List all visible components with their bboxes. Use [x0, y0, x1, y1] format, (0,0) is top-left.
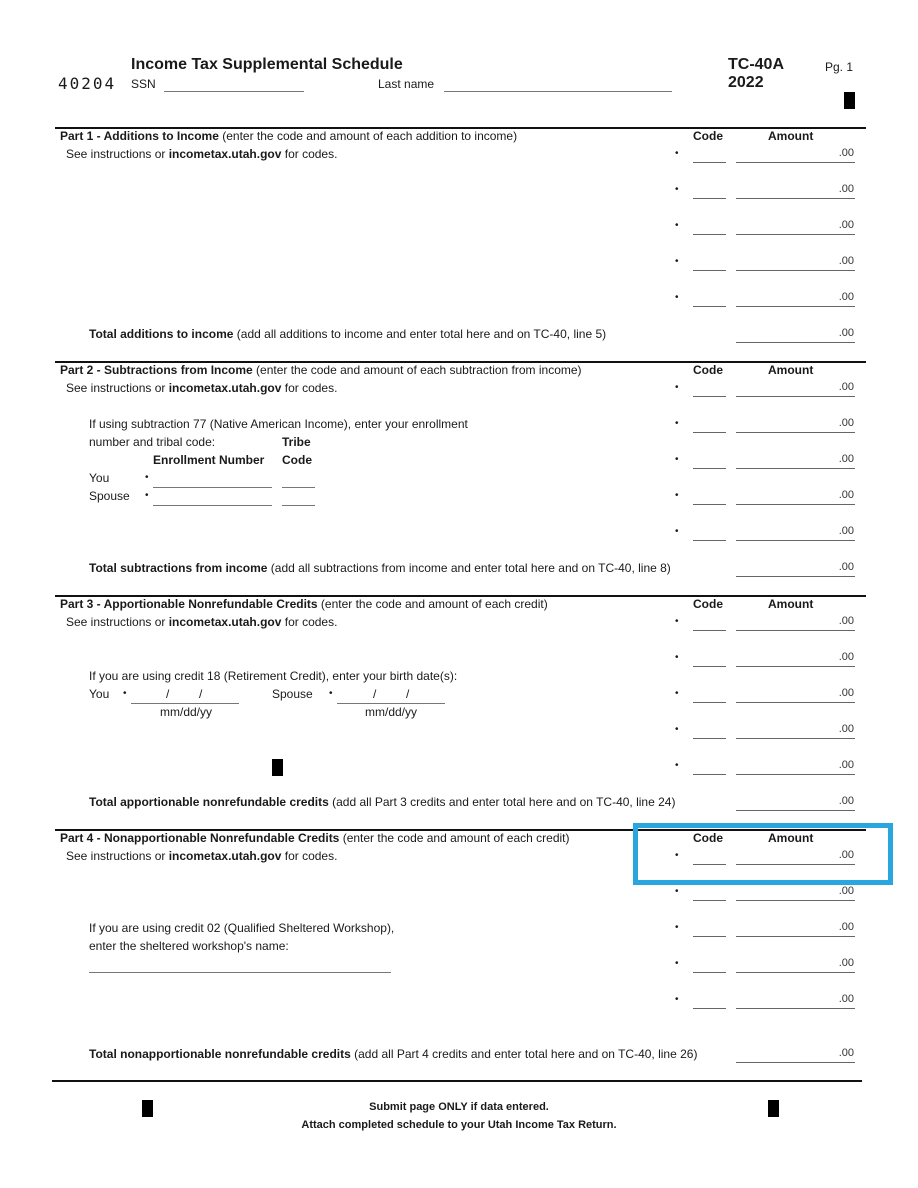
- code-field[interactable]: [693, 234, 726, 235]
- spouse-label: Spouse: [89, 489, 130, 503]
- form-id: TC-40A: [728, 56, 785, 73]
- part1-total-field[interactable]: [736, 342, 855, 343]
- code-field[interactable]: [693, 1008, 726, 1009]
- site-link[interactable]: incometax.utah.gov: [168, 381, 282, 395]
- amount-column-header: Amount: [768, 597, 814, 611]
- amount-field[interactable]: [736, 234, 855, 235]
- code-field[interactable]: [693, 900, 726, 901]
- code-field[interactable]: [693, 504, 726, 505]
- form-number: 40204: [58, 74, 117, 93]
- spouse-label: Spouse: [272, 687, 313, 701]
- footer-submit-note: Submit page ONLY if data entered.: [369, 1101, 549, 1113]
- code-column-header: Code: [693, 129, 723, 143]
- amount-column-header: Amount: [768, 831, 814, 845]
- amount-field[interactable]: [736, 162, 855, 163]
- ssn-field[interactable]: [164, 91, 304, 92]
- retirement-credit-text: If you are using credit 18 (Retirement Credit), enter your birth date(s):: [89, 669, 458, 683]
- code-field[interactable]: [693, 306, 726, 307]
- date-format-hint: mm/dd/yy: [160, 705, 213, 719]
- highlight-box: [633, 823, 893, 885]
- code-field[interactable]: [693, 198, 726, 199]
- amount-field[interactable]: [736, 666, 855, 667]
- amount-field[interactable]: [736, 198, 855, 199]
- sheltered-workshop-text: If you are using credit 02 (Qualified Sheltered Workshop),: [89, 921, 395, 935]
- code-field[interactable]: [693, 936, 726, 937]
- workshop-name-field[interactable]: [89, 972, 391, 973]
- last-name-label: Last name: [378, 77, 435, 91]
- code-column-header: Code: [693, 597, 723, 611]
- amount-field[interactable]: [736, 972, 855, 973]
- code-column-header: Code: [693, 363, 723, 377]
- amount-column-header: Amount: [768, 363, 814, 377]
- site-link[interactable]: incometax.utah.gov: [168, 849, 282, 863]
- code-field[interactable]: [693, 666, 726, 667]
- code-field[interactable]: [693, 162, 726, 163]
- amount-field[interactable]: [736, 1008, 855, 1009]
- page-number: Pg. 1: [825, 60, 854, 74]
- code-field[interactable]: [693, 774, 726, 775]
- native-american-text: If using subtraction 77 (Native American Income), enter your enrollment: [89, 417, 468, 431]
- code-field[interactable]: [693, 468, 726, 469]
- footer-attach-note: Attach completed schedule to your Utah Income Tax Return.: [301, 1119, 617, 1131]
- date-format-hint: mm/dd/yy: [365, 705, 418, 719]
- last-name-field[interactable]: [444, 91, 672, 92]
- you-tribe-code-field[interactable]: [282, 487, 315, 488]
- registration-mark: [844, 92, 855, 109]
- tax-year: 2022: [728, 74, 764, 91]
- part2-total-field[interactable]: [736, 576, 855, 577]
- code-field[interactable]: [693, 702, 726, 703]
- part3-total-label: Total apportionable nonrefundable credits (add all Part 3 credits and enter total here and on TC-40, line 24): [89, 795, 676, 809]
- you-birth-date-field[interactable]: [131, 703, 239, 704]
- part3-instructions: See instructions or incometax.utah.gov for codes.: [66, 615, 338, 629]
- spouse-tribe-code-field[interactable]: [282, 505, 315, 506]
- native-american-text-2: number and tribal code:: [89, 435, 216, 449]
- you-enrollment-field[interactable]: [153, 487, 272, 488]
- you-label: You: [89, 687, 110, 701]
- code-field[interactable]: [693, 630, 726, 631]
- sheltered-workshop-text-2: enter the sheltered workshop's name:: [89, 939, 289, 953]
- amount-field[interactable]: [736, 540, 855, 541]
- amount-field[interactable]: [736, 900, 855, 901]
- enrollment-number-label: Enrollment Number: [153, 453, 265, 467]
- part4-total-field[interactable]: [736, 1062, 855, 1063]
- amount-field[interactable]: [736, 468, 855, 469]
- amount-field[interactable]: [736, 396, 855, 397]
- site-link[interactable]: incometax.utah.gov: [168, 147, 282, 161]
- tribe-label: Tribe: [282, 435, 311, 449]
- part1-instructions: See instructions or incometax.utah.gov for codes.: [66, 147, 338, 161]
- amount-column-header: Amount: [768, 129, 814, 143]
- amount-field[interactable]: [736, 738, 855, 739]
- code-field[interactable]: [693, 270, 726, 271]
- amount-field[interactable]: [736, 774, 855, 775]
- part1-total-label: Total additions to income (add all additions to income and enter total here and on TC-40, line 5): [89, 327, 607, 341]
- part3-heading: Part 3 - Apportionable Nonrefundable Credits (enter the code and amount of each credit): [60, 597, 548, 611]
- tribe-code-label: Code: [282, 453, 312, 467]
- code-field[interactable]: [693, 738, 726, 739]
- code-field[interactable]: [693, 540, 726, 541]
- code-field[interactable]: [693, 396, 726, 397]
- amount-field[interactable]: [736, 432, 855, 433]
- spouse-enrollment-field[interactable]: [153, 505, 272, 506]
- amount-field[interactable]: [736, 630, 855, 631]
- code-field[interactable]: [693, 432, 726, 433]
- you-label: You: [89, 471, 110, 485]
- part3-total-field[interactable]: [736, 810, 855, 811]
- amount-field[interactable]: [736, 702, 855, 703]
- part4-instructions: See instructions or incometax.utah.gov for codes.: [66, 849, 338, 863]
- spouse-birth-date-field[interactable]: [337, 703, 445, 704]
- ssn-label: SSN: [131, 77, 156, 91]
- part2-heading: Part 2 - Subtractions from Income (enter the code and amount of each subtraction from income): [60, 363, 582, 377]
- footer-divider: [52, 1080, 862, 1082]
- amount-field[interactable]: [736, 270, 855, 271]
- part2-instructions: See instructions or incometax.utah.gov for codes.: [66, 381, 338, 395]
- code-column-header: Code: [693, 831, 723, 845]
- amount-field[interactable]: [736, 306, 855, 307]
- part4-heading: Part 4 - Nonapportionable Nonrefundable Credits (enter the code and amount of each credit): [60, 831, 570, 845]
- amount-field[interactable]: [736, 936, 855, 937]
- part4-total-label: Total nonapportionable nonrefundable credits (add all Part 4 credits and enter total here and on TC-40, line 26): [89, 1047, 698, 1061]
- amount-field[interactable]: [736, 504, 855, 505]
- registration-mark: [272, 759, 283, 776]
- page-title: Income Tax Supplemental Schedule: [131, 56, 403, 73]
- part2-total-label: Total subtractions from income (add all subtractions from income and enter total here and on TC-40, line 8): [89, 561, 671, 575]
- code-field[interactable]: [693, 972, 726, 973]
- site-link[interactable]: incometax.utah.gov: [168, 615, 282, 629]
- part1-heading: Part 1 - Additions to Income (enter the code and amount of each addition to income): [60, 129, 518, 143]
